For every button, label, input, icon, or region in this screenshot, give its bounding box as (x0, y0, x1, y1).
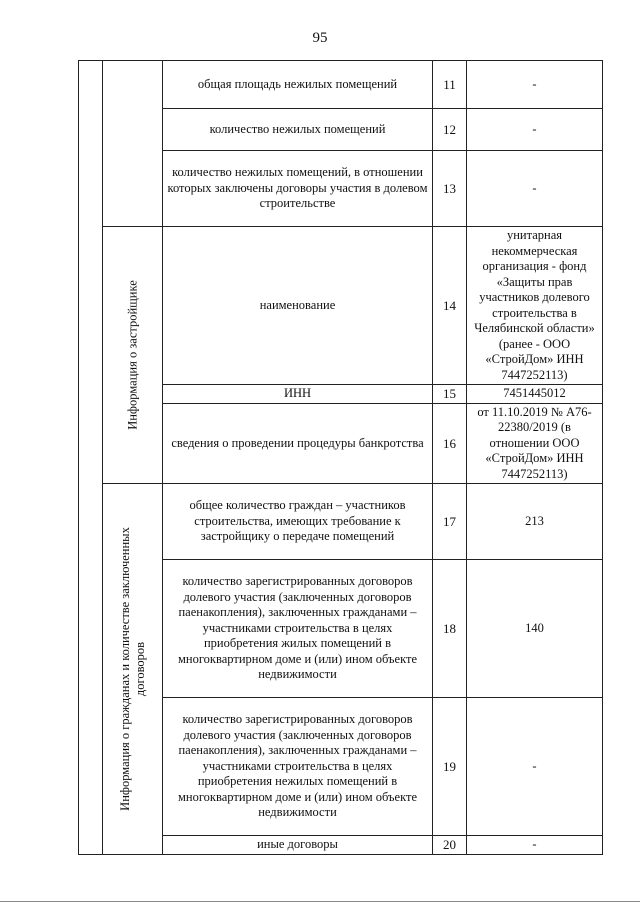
page-number: 95 (312, 30, 328, 46)
row-number: 11 (433, 61, 467, 109)
margin-column (79, 61, 103, 855)
row-value: унитарная некоммерческая организация - фонд «Защиты прав участников долевого строительства в Челябинской области» (ранее - ООО «СтройДом» ИНН 7447252113) (467, 227, 603, 385)
row-number: 13 (433, 151, 467, 227)
group-cell-previous (103, 61, 163, 227)
row-number: 12 (433, 109, 467, 151)
row-value: от 11.10.2019 № А76-22380/2019 (в отношении ООО «СтройДом» ИНН 7447252113) (467, 403, 603, 484)
row-label: общее количество граждан – участников строительства, имеющих требование к застройщику о передаче помещений (163, 484, 433, 560)
row-label: сведения о проведении процедуры банкротства (163, 403, 433, 484)
row-number: 14 (433, 227, 467, 385)
row-value: - (467, 109, 603, 151)
row-label: иные договоры (163, 836, 433, 855)
row-label: количество зарегистрированных договоров долевого участия (заключенных договоров паенакопления), заключенных гражданами – участниками строительства в целях приобретения нежилых помещений в многоквартирном доме и (или) ином объекте недвижимости (163, 698, 433, 836)
row-value: 7451445012 (467, 385, 603, 404)
row-value: 140 (467, 560, 603, 698)
group-developer-info (103, 227, 163, 484)
row-label: ИНН (163, 385, 433, 404)
row-number: 18 (433, 560, 467, 698)
table-row (79, 61, 603, 109)
row-value: - (467, 698, 603, 836)
table-row (79, 227, 603, 385)
row-number: 17 (433, 484, 467, 560)
row-number: 16 (433, 403, 467, 484)
row-value: - (467, 61, 603, 109)
row-value: - (467, 151, 603, 227)
info-table (78, 60, 603, 855)
row-value: 213 (467, 484, 603, 560)
page-bottom-divider (0, 901, 640, 902)
row-label: количество зарегистрированных договоров долевого участия (заключенных договоров паенакопления), заключенных гражданами – участниками строительства в целях приобретения жилых помещений в многоквартирном доме и (или) ином объекте недвижимости (163, 560, 433, 698)
row-label: наименование (163, 227, 433, 385)
row-label: общая площадь нежилых помещений (163, 61, 433, 109)
row-number: 15 (433, 385, 467, 404)
table-row (79, 484, 603, 560)
row-value: - (467, 836, 603, 855)
group-developer-info-label: Информация о застройщике (125, 280, 139, 430)
row-label: количество нежилых помещений (163, 109, 433, 151)
group-citizens-info-label: Информация о гражданах и количестве заключенных договоров (117, 526, 147, 811)
row-number: 20 (433, 836, 467, 855)
row-number: 19 (433, 698, 467, 836)
group-citizens-info (103, 484, 163, 855)
row-label: количество нежилых помещений, в отношении которых заключены договоры участия в долевом строительстве (163, 151, 433, 227)
